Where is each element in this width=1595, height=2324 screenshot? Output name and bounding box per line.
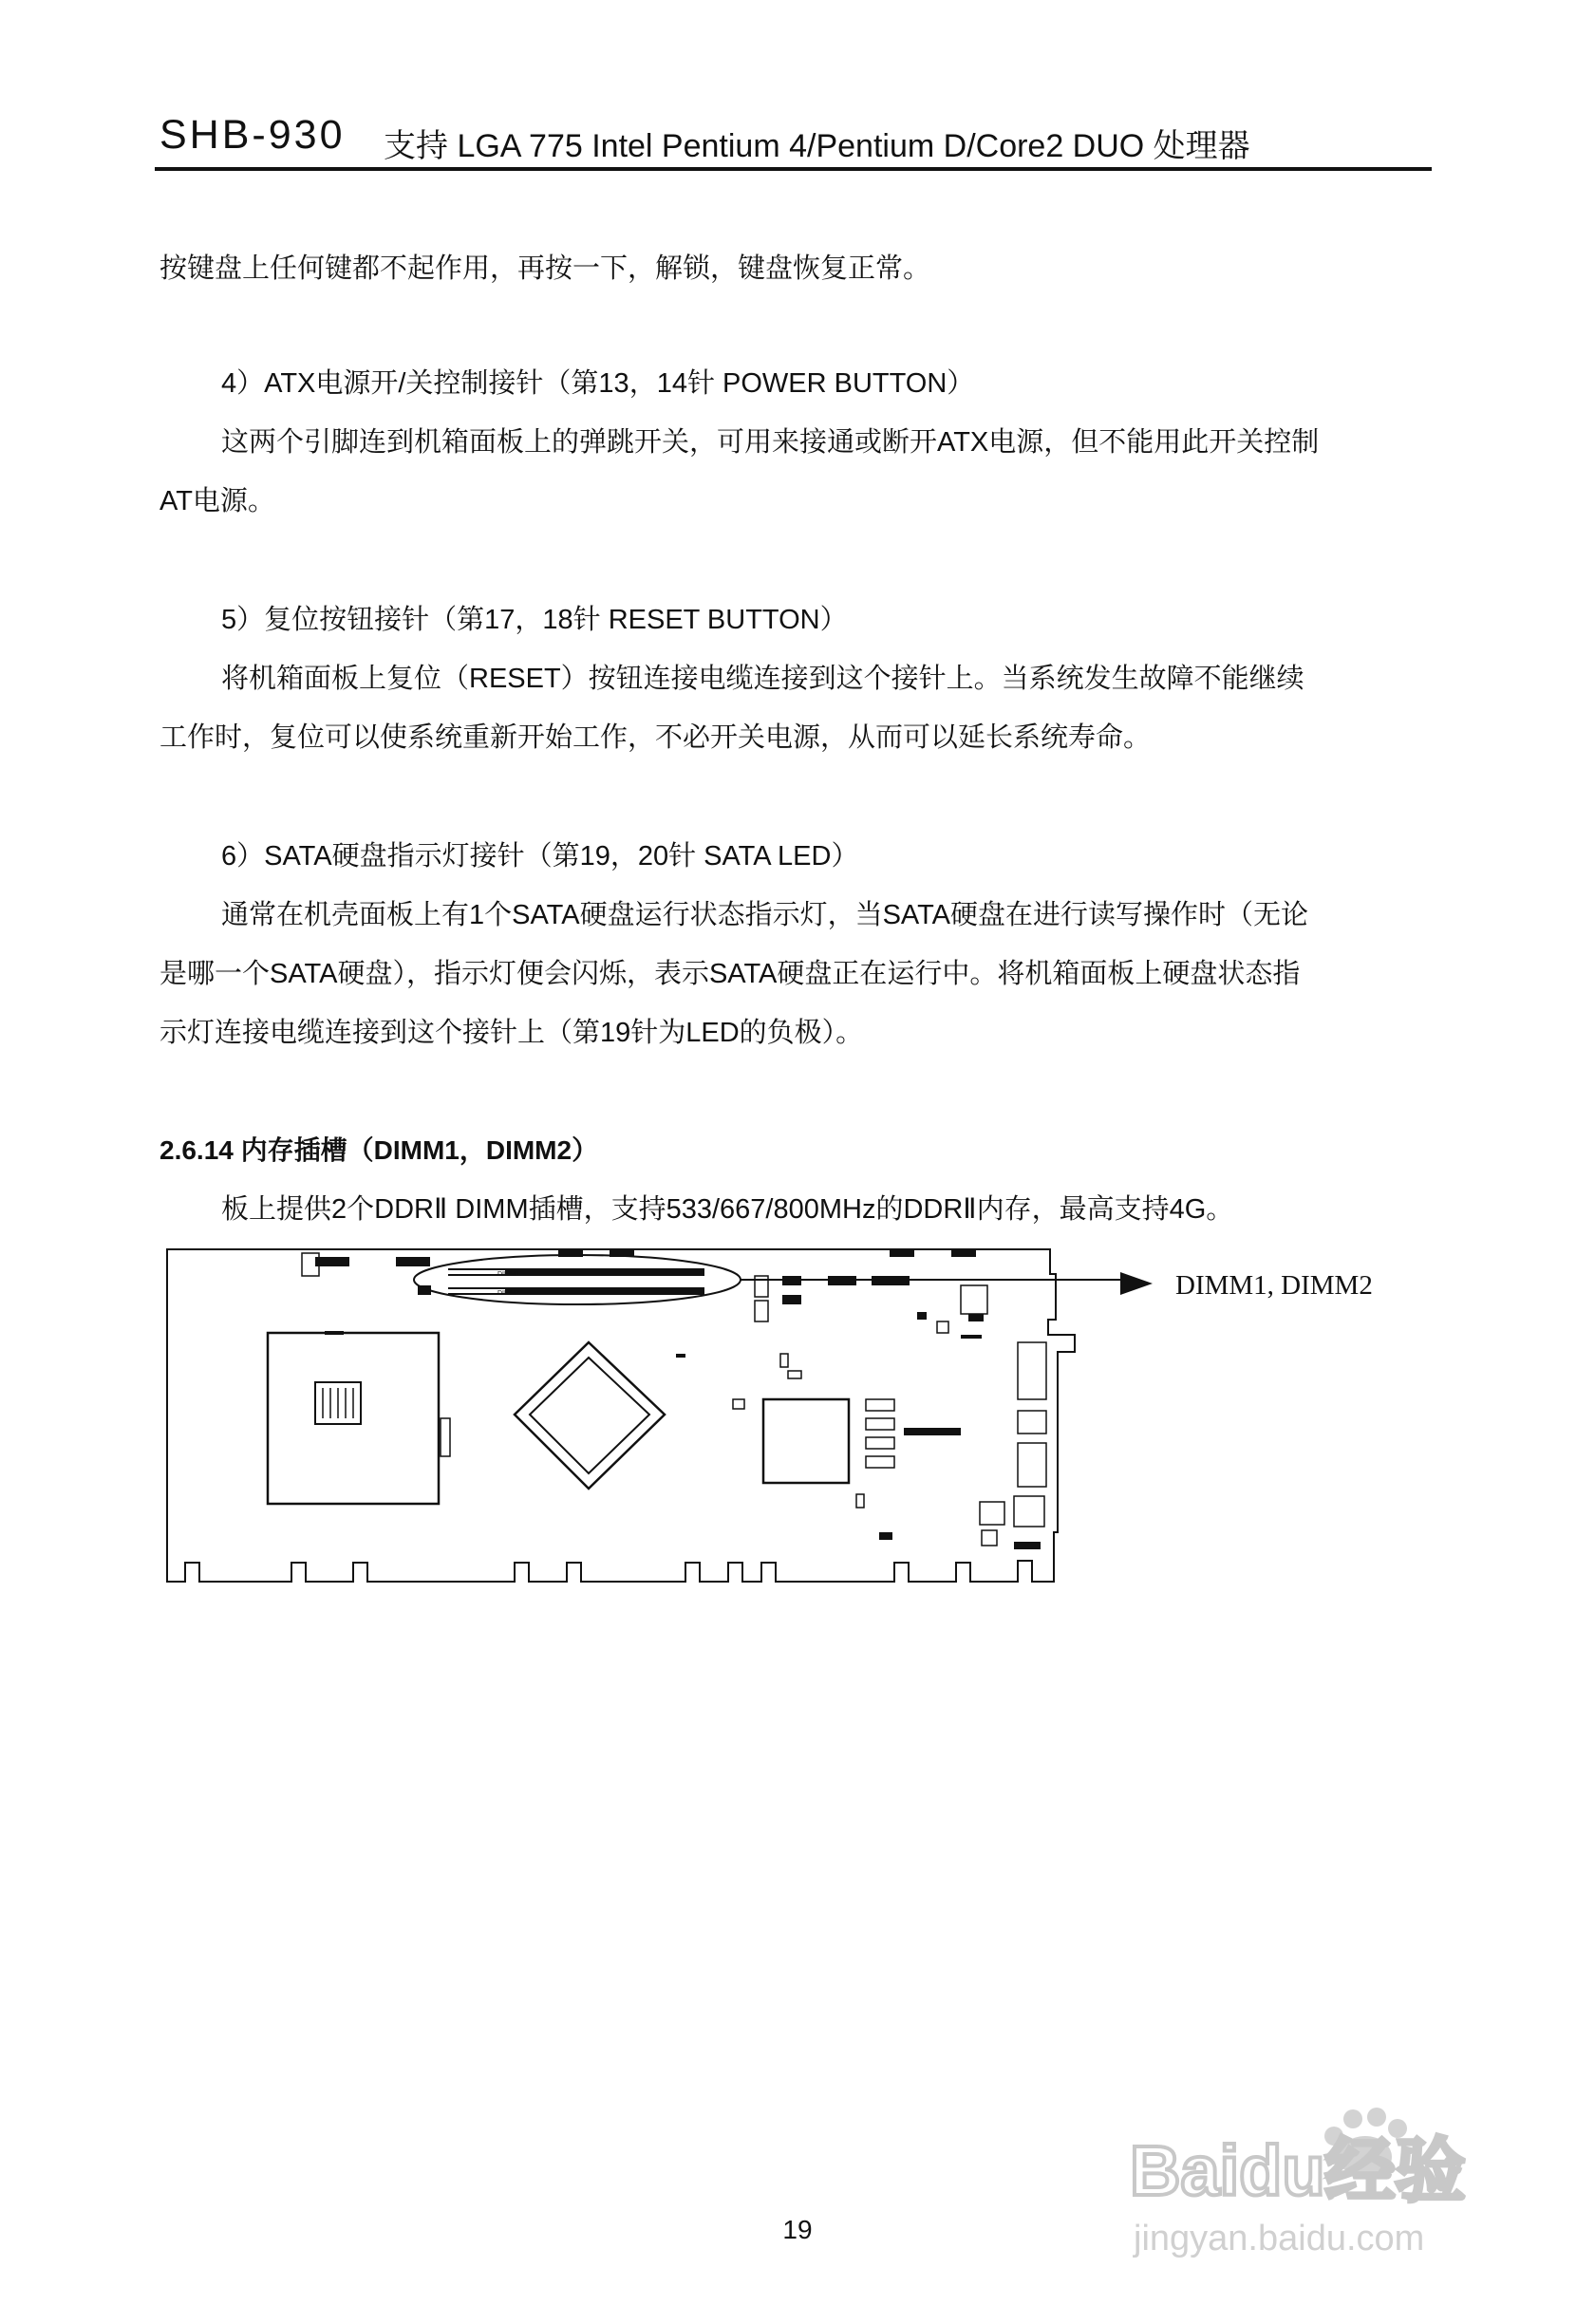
board-outline [167, 1249, 1075, 1582]
item-text-line: 是哪一个SATA硬盘），指示灯便会闪烁，表示SATA硬盘正在运行中。将机箱面板上硬盘状态指 [160, 959, 1301, 989]
dimm-slot-label: DIMM1 [497, 1271, 519, 1278]
dimm-callout-label: DIMM1, DIMM2 [1175, 1270, 1373, 1301]
item-title-power-button: 4）ATX电源开/关控制接针（第13，14针 POWER BUTTON） [221, 368, 975, 399]
watermark-url: jingyan.baidu.com [1134, 2219, 1425, 2258]
section-text: 板上提供2个DDRⅡ DIMM插槽，支持533/667/800MHz的DDRⅡ内存，最高支持4G。 [221, 1194, 1234, 1225]
header-subtitle: 支持 LGA 775 Intel Pentium 4/Pentium D/Core2 DUO 处理器 [384, 128, 1250, 164]
item-text-line: 通常在机壳面板上有1个SATA硬盘运行状态指示灯，当SATA硬盘在进行读写操作时（无论 [221, 900, 1309, 930]
intro-paragraph: 按键盘上任何键都不起作用，再按一下，解锁，键盘恢复正常。 [160, 253, 931, 284]
callout-arrowhead [1120, 1270, 1154, 1297]
motherboard-diagram [163, 1247, 1132, 1589]
item-text-line: 将机箱面板上复位（RESET）按钮连接电缆连接到这个接针上。当系统发生故障不能继续 [221, 664, 1304, 694]
header-model: SHB-930 [160, 112, 346, 158]
northbridge-chip [515, 1342, 665, 1489]
item-text-line: AT电源。 [160, 486, 275, 516]
header-divider [155, 167, 1432, 171]
page-number: 19 [782, 2215, 813, 2244]
item-title-reset-button: 5）复位按钮接针（第17，18针 RESET BUTTON） [221, 605, 848, 635]
item-text-line: 示灯连接电缆连接到这个接针上（第19针为LED的负极）。 [160, 1018, 864, 1048]
dimm-slot-label: DIMM2 [497, 1290, 519, 1297]
dimm-highlight-ellipse [414, 1255, 741, 1304]
item-text-line: 工作时，复位可以使系统重新开始工作，不必开关电源，从而可以延长系统寿命。 [160, 722, 1152, 753]
item-title-sata-led: 6）SATA硬盘指示灯接针（第19，20针 SATA LED） [221, 841, 859, 872]
item-text-line: 这两个引脚连到机箱面板上的弹跳开关，可用来接通或断开ATX电源，但不能用此开关控制 [221, 427, 1320, 458]
southbridge-chip [763, 1399, 849, 1483]
watermark-brand: Baidu经验 [1130, 2131, 1466, 2210]
section-heading: 2.6.14 内存插槽（DIMM1，DIMM2） [160, 1135, 599, 1165]
baidu-watermark [1120, 2070, 1519, 2288]
